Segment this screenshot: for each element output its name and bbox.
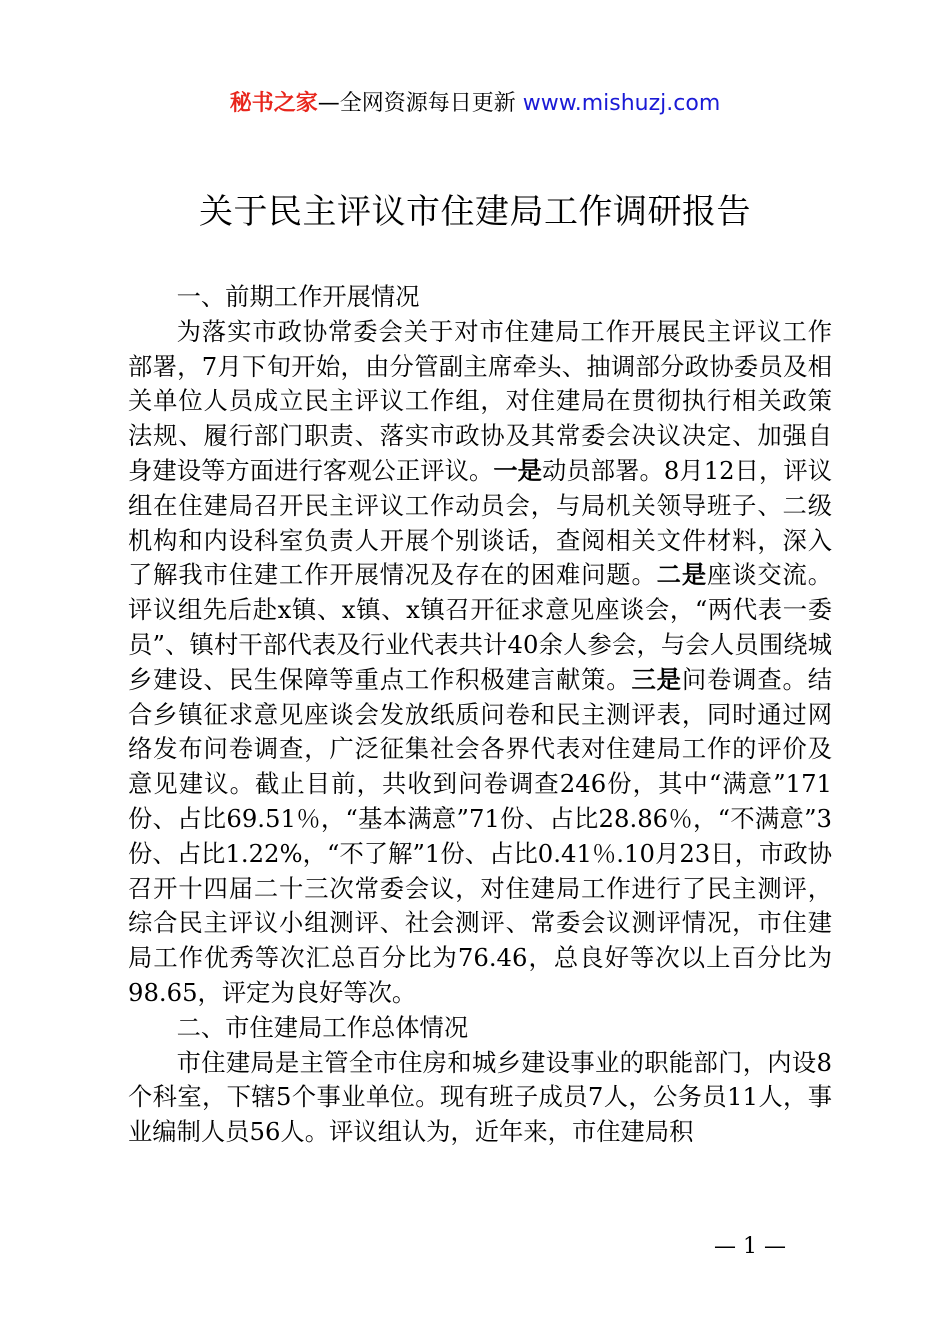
- paragraph-text: 动员部署。8月12日，评议组在住建局召开民主评议工作动员会，与局机关领导班子、二级机构和内设科室负责人开展个别谈话，查阅相关文件材料，深入了解我市住建工作开展情况及存在的困难问题。: [128, 455, 833, 590]
- bold-marker-3: 三是: [631, 664, 682, 694]
- document-title: 关于民主评议市住建局工作调研报告: [199, 192, 751, 232]
- page-number: — 1 —: [714, 1234, 786, 1259]
- paragraph-text: 问卷调查。结合乡镇征求意见座谈会发放纸质问卷和民主测评表，同时通过网络发布问卷调查，广泛征集社会各界代表对住建局工作的评价及意见建议。截止目前，共收到问卷调查246份，其中“满意”171份、占比69.51％，“基本满意”71份、占比28.86％，“不满意”3份、占比1.22%，“不了解”1份、占比0.41％.10月23日，市政协召开十四届二十三次常委会议，对住建局工作进行了民主测评，综合民主评议小组测评、社会测评、常委会议测评情况，市住建局工作优秀等次汇总百分比为76.46，总良好等次以上百分比为98.65，评定为良好等次。: [128, 664, 833, 1007]
- site-url: www.mishuzj.com: [522, 91, 721, 116]
- bold-marker-2: 二是: [656, 560, 708, 590]
- header-tagline: —全网资源每日更新: [317, 91, 523, 116]
- document-body: [128, 280, 832, 1150]
- section-heading-1: 一、前期工作开展情况: [176, 282, 420, 311]
- site-header: [0, 88, 950, 120]
- section1-paragraph: [128, 315, 832, 1011]
- paragraph-text: 座谈交流。评议组先后赴x镇、x镇、x镇召开征求意见座谈会，“两代表一委员”、镇村干部代表及行业代表共计40余人参会，与会人员围绕城乡建设、民生保障等重点工作积极建言献策。: [128, 560, 833, 694]
- bold-marker-1: 一是: [493, 455, 543, 485]
- paragraph-text: 为落实市政协常委会关于对市住建局工作开展民主评议工作部署，7月下旬开始，由分管副主席牵头、抽调部分政协委员及相关单位人员成立民主评议工作组，对住建局在贯彻执行相关政策法规、履行部门职责、落实市政协及其常委会决议决定、加强自身建设等方面进行客观公正评议。: [128, 316, 832, 485]
- brand-name: 秘书之家: [229, 91, 318, 116]
- section2-paragraph: 市住建局是主管全市住房和城乡建设事业的职能部门，内设8个科室，下辖5个事业单位。现有班子成员7人，公务员11人，事业编制人员56人。评议组认为，近年来，市住建局积: [128, 1047, 832, 1147]
- section-heading-2: 二、市住建局工作总体情况: [176, 1012, 469, 1042]
